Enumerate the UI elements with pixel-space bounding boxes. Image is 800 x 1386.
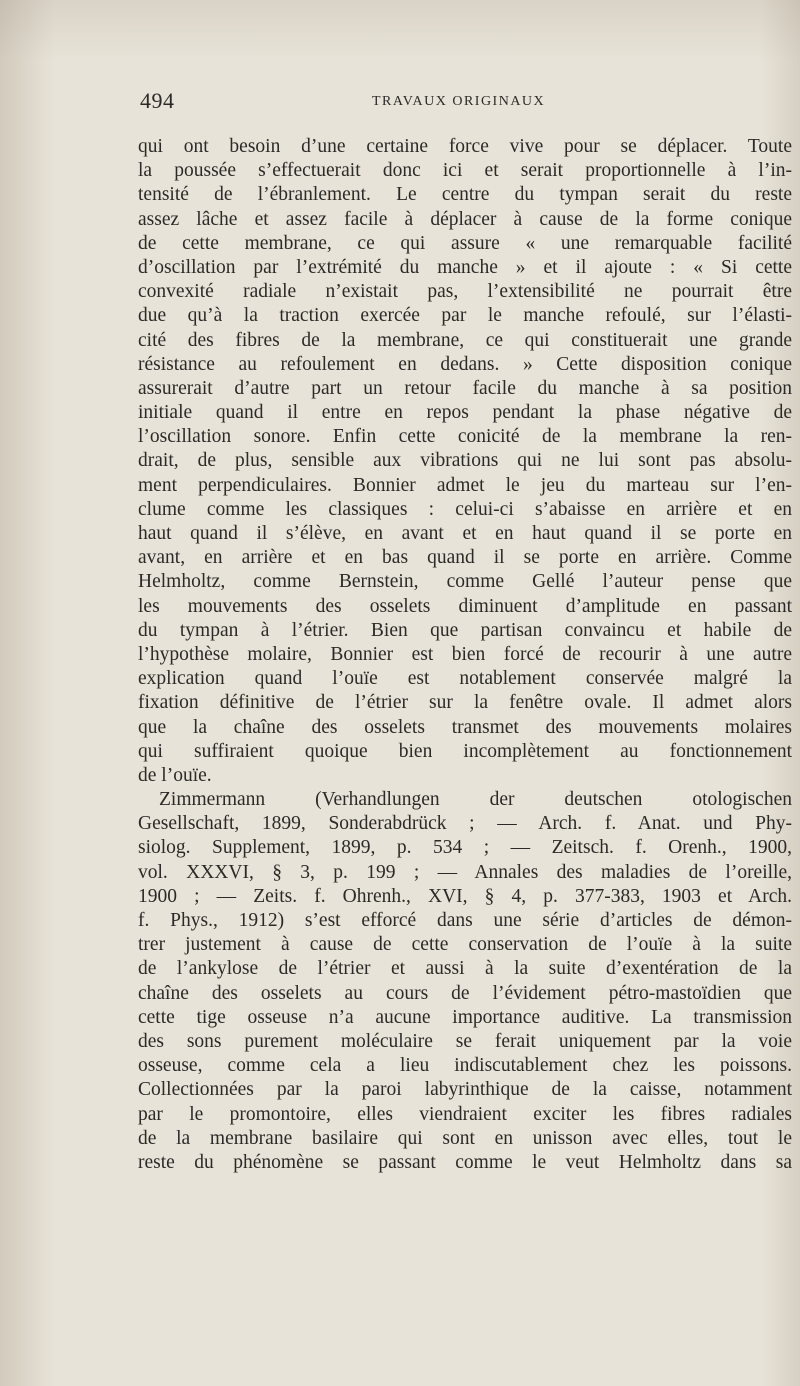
text-line: vol. XXXVI, § 3, p. 199 ; — Annales des maladies de l’oreille, [138,861,792,883]
text-line: par le promontoire, elles viendraient exciter les fibres radiales [138,1103,792,1125]
text-line: du tympan à l’étrier. Bien que partisan convaincu et habile de [138,619,792,641]
text-line: cette tige osseuse n’a aucune importance auditive. La transmission [138,1006,792,1028]
text-line: qui suffiraient quoique bien incomplètement au fonctionnement [138,740,792,762]
text-line: de la membrane basilaire qui sont en unisson avec elles, tout le [138,1127,792,1149]
text-line: Zimmermann (Verhandlungen der deutschen otologischen [159,789,792,811]
running-head: TRAVAUX ORIGINAUX [372,94,546,109]
text-line: la poussée s’effectuerait donc ici et serait proportionnelle à l’in- [138,160,792,182]
text-line: initiale quand il entre en repos pendant la phase négative de [138,402,792,424]
text-line: avant, en arrière et en bas quand il se porte en arrière. Comme [138,547,792,569]
text-line: ment perpendiculaires. Bonnier admet le jeu du marteau sur l’en- [138,474,792,496]
text-line: que la chaîne des osselets transmet des mouvements molaires [138,716,792,738]
page-header [140,88,792,118]
text-line: de l’ankylose de l’étrier et aussi à la suite d’exentération de la [138,958,792,980]
text-line: qui ont besoin d’une certaine force vive pour se déplacer. Toute [138,136,792,157]
text-line: Helmholtz, comme Bernstein, comme Gellé l’auteur pense que [138,571,792,593]
text-line: convexité radiale n’existait pas, l’extensibilité ne pourrait être [138,281,792,303]
text-line: Collectionnées par la paroi labyrinthique de la caisse, notamment [138,1079,792,1101]
text-line: les mouvements des osselets diminuent d’amplitude en passant [138,595,792,617]
text-line: d’oscillation par l’extrémité du manche » et il ajoute : « Si cette [138,256,792,278]
text-line: l’hypothèse molaire, Bonnier est bien forcé de recourir à une autre [138,643,792,665]
text-line: Gesellschaft, 1899, Sonderabdrück ; — Arch. f. Anat. und Phy- [138,813,792,835]
text-line: chaîne des osselets au cours de l’évidement pétro-mastoïdien que [138,982,792,1004]
text-line: résistance au refoulement en dedans. » Cette disposition conique [138,353,792,375]
text-line: haut quand il s’élève, en avant et en haut quand il se porte en [138,523,792,544]
text-line: des sons purement moléculaire se ferait uniquement par la voie [138,1030,792,1052]
page-number: 494 [140,88,175,113]
text-line: osseuse, comme cela a lieu indiscutablement chez les poissons. [138,1055,792,1077]
text-line: assurerait d’autre part un retour facile du manche à sa position [138,377,792,399]
text-line: explication quand l’ouïe est notablement conservée malgré la [138,668,792,690]
text-line: drait, de plus, sensible aux vibrations qui ne lui sont pas absolu- [138,450,792,472]
text-line: 1900 ; — Zeits. f. Ohrenh., XVI, § 4, p. 377-383, 1903 et Arch. [138,885,792,907]
text-line: f. Phys., 1912) s’est efforcé dans une série d’articles de démon- [138,910,792,931]
text-line: clume comme les classiques : celui-ci s’abaisse en arrière et en [138,498,792,520]
text-line: cité des fibres de la membrane, ce qui constituerait une grande [138,329,792,351]
text-line: de l’ouïe. [138,764,212,786]
text-line: trer justement à cause de cette conservation de l’ouïe à la suite [138,934,792,956]
body-text [138,135,792,1175]
text-line: assez lâche et assez facile à déplacer à cause de la forme conique [138,208,792,230]
text-line: de cette membrane, ce qui assure « une remarquable facilité [138,232,792,254]
text-line: tensité de l’ébranlement. Le centre du tympan serait du reste [138,184,792,206]
text-line: siolog. Supplement, 1899, p. 534 ; — Zeitsch. f. Orenh., 1900, [138,837,792,859]
text-line: due qu’à la traction exercée par le manche refoulé, sur l’élasti- [138,305,792,327]
text-line: l’oscillation sonore. Enfin cette conicité de la membrane la ren- [138,426,792,448]
text-line: reste du phénomène se passant comme le veut Helmholtz dans sa [138,1151,792,1173]
text-line: fixation définitive de l’étrier sur la fenêtre ovale. Il admet alors [138,692,792,714]
